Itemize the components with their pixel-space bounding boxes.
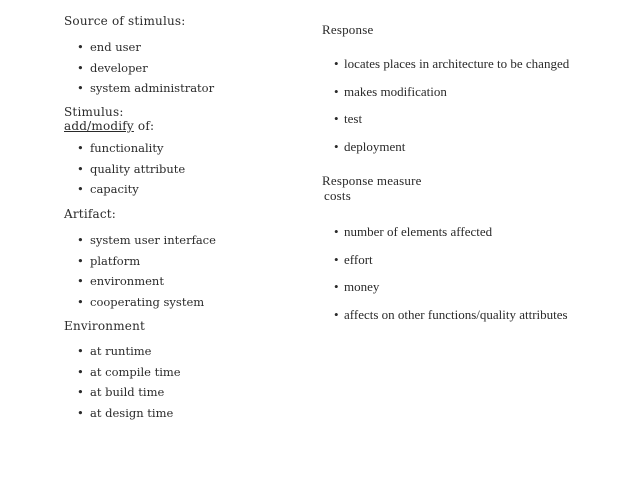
list-item [64, 292, 216, 313]
bullet-icon: • [77, 274, 84, 288]
list-item [322, 105, 569, 133]
response-measure-list [322, 218, 568, 328]
bullet-icon: • [77, 161, 84, 176]
bullet-icon: • [77, 81, 84, 95]
bullet-icon: • [77, 344, 84, 358]
list-item-text: cooperating system [90, 294, 205, 309]
stimulus-list [64, 138, 185, 200]
list-item [64, 179, 185, 200]
list-item [64, 230, 216, 251]
list-item-text: effort [344, 251, 373, 267]
list-item [64, 58, 214, 79]
source-of-stimulus-heading: Source of stimulus: [64, 14, 186, 28]
list-item-text: functionality [90, 141, 164, 155]
bullet-icon: • [334, 224, 339, 239]
environment-heading: Environment [64, 319, 146, 333]
list-item [64, 271, 216, 292]
list-item [322, 301, 568, 329]
list-item [64, 403, 181, 424]
bullet-icon: • [334, 306, 339, 322]
bullet-icon: • [77, 60, 84, 75]
list-item-text: system user interface [90, 233, 216, 247]
artifact-heading: Artifact: [64, 207, 117, 221]
list-item-text: affects on other functions/quality attributes [344, 306, 568, 322]
bullet-icon: • [334, 111, 339, 126]
bullet-icon: • [334, 251, 339, 267]
list-item-text: number of elements affected [344, 224, 493, 239]
stimulus-subtitle-underlined: add/modify [64, 119, 134, 133]
response-measure-subtitle: costs [324, 188, 351, 203]
list-item-text: quality attribute [90, 161, 186, 176]
bullet-icon: • [334, 56, 339, 71]
response-list [322, 50, 569, 160]
list-item-text: end user [90, 40, 141, 54]
list-item [322, 50, 569, 78]
list-item [64, 138, 185, 159]
list-item-text: money [344, 279, 380, 294]
list-item-text: capacity [90, 182, 139, 196]
list-item [64, 37, 214, 58]
bullet-icon: • [77, 141, 84, 155]
response-heading: Response [322, 22, 374, 37]
list-item-text: developer [90, 60, 148, 75]
response-measure-heading [322, 173, 422, 203]
source-of-stimulus-list [64, 37, 214, 99]
list-item [64, 362, 181, 383]
list-item-text: test [344, 111, 363, 126]
bullet-icon: • [334, 279, 339, 294]
stimulus-subtitle-suffix: of: [133, 119, 155, 133]
list-item-text: at design time [90, 405, 174, 420]
list-item [64, 159, 185, 180]
stimulus-subtitle [64, 120, 154, 133]
list-item-text: locates places in architecture to be changed [344, 56, 570, 71]
list-item-text: deployment [344, 138, 406, 154]
list-item [322, 218, 568, 246]
list-item-text: makes modification [344, 83, 447, 99]
response-measure-title: Response measure [322, 173, 422, 188]
list-item [64, 78, 214, 99]
bullet-icon: • [334, 138, 339, 154]
list-item [64, 341, 181, 362]
bullet-icon: • [334, 83, 339, 99]
list-item-text: environment [90, 274, 164, 288]
list-item-text: at compile time [90, 364, 181, 379]
stimulus-title: Stimulus: [64, 105, 124, 119]
bullet-icon: • [77, 40, 84, 54]
list-item [322, 246, 568, 274]
environment-list [64, 341, 181, 423]
list-item [322, 273, 568, 301]
list-item [322, 133, 569, 161]
list-item [322, 78, 569, 106]
bullet-icon: • [77, 233, 84, 247]
list-item-text: system administrator [90, 81, 215, 95]
bullet-icon: • [77, 253, 84, 268]
stimulus-heading [64, 105, 154, 133]
bullet-icon: • [77, 405, 84, 420]
list-item-text: at build time [90, 385, 165, 399]
list-item [64, 251, 216, 272]
bullet-icon: • [77, 385, 84, 399]
bullet-icon: • [77, 294, 84, 309]
list-item-text: at runtime [90, 344, 152, 358]
list-item [64, 382, 181, 403]
bullet-icon: • [77, 182, 84, 196]
bullet-icon: • [77, 364, 84, 379]
artifact-list [64, 230, 216, 312]
list-item-text: platform [90, 253, 141, 268]
